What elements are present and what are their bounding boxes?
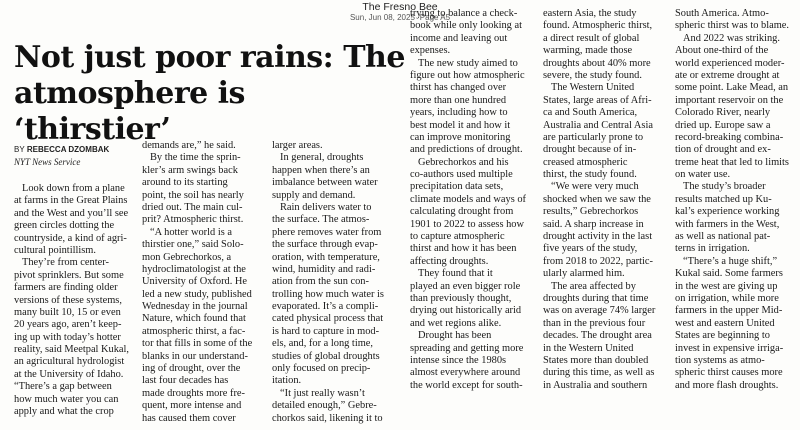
article-column-6: [675, 8, 797, 392]
headline-line: atmosphere is ‘thirstier’: [14, 76, 245, 147]
text-line: shocked when we saw the: [543, 193, 651, 205]
text-line: The area affected by: [551, 280, 636, 292]
text-line: from 2018 to 2022, partic-: [543, 255, 653, 267]
text-line: tion systems as atmo-: [675, 354, 765, 366]
text-line: kal’s experience working: [675, 206, 780, 218]
text-line: at farms in the Great Plains: [14, 195, 128, 207]
text-line: some point. Lake Mead, an: [675, 82, 789, 94]
text-line: warming, made those: [543, 45, 633, 57]
text-line: dried up. Europe saw a: [675, 119, 771, 131]
text-line: imbalance between water: [272, 177, 378, 189]
text-line: important reservoir on the: [675, 94, 784, 106]
text-line: States more than doubled: [543, 354, 649, 366]
text-line: Wednesday in the journal: [142, 301, 248, 313]
text-line: quent, more intense and: [142, 400, 242, 412]
text-line: played an even bigger role: [410, 280, 521, 292]
text-line: South America. Atmo-: [675, 8, 769, 19]
text-line: About one-third of the: [675, 45, 769, 57]
text-line: droughts about 40% more: [543, 57, 651, 69]
text-line: apply and what the crop: [14, 406, 114, 418]
text-line: on irrigation, while more: [675, 292, 779, 304]
text-line: farmers are finding older: [14, 282, 118, 294]
text-line: than in the previous four: [543, 317, 646, 329]
text-line: demands are,” he said.: [142, 140, 236, 151]
text-line: the world except for south-: [410, 379, 523, 391]
text-line: pivot sprinklers. But some: [14, 269, 124, 281]
text-line: thirst and how it has been: [410, 243, 517, 255]
text-line: intense since the 1980s: [410, 354, 507, 366]
text-line: with farmers in the West,: [675, 218, 780, 230]
text-line: reality, said Meetpal Kukal,: [14, 344, 130, 356]
text-line: led a new study, published: [142, 288, 252, 300]
text-line: and the West and you’ll see: [14, 207, 129, 219]
text-line: as well as national pat-: [675, 231, 771, 243]
text-line: results matched up Ku-: [675, 193, 772, 205]
text-line: supply and demand.: [272, 189, 356, 201]
text-line: the surface through evap-: [272, 239, 378, 251]
text-line: thirst, the study found.: [543, 169, 637, 181]
text-line: ation from the sun con-: [272, 276, 369, 288]
text-line: in the Western United: [543, 342, 634, 354]
text-line: mon Gebrechorkos, a: [142, 251, 232, 263]
text-line: and predictions of drought.: [410, 144, 523, 156]
text-line: “It just really wasn’t: [280, 387, 365, 399]
text-line: a direct result of global: [543, 32, 640, 44]
text-line: has caused them cover: [142, 412, 236, 424]
text-line: blanks in our understand-: [142, 350, 248, 362]
text-line: Gebrechorkos and his: [418, 156, 509, 168]
text-line: ularly alarmed him.: [543, 268, 625, 280]
text-line: are particularly prone to: [543, 131, 644, 143]
text-line: severe, the study found.: [543, 69, 642, 81]
text-line: thirstier one,” said Solo-: [142, 239, 244, 251]
text-line: almost everywhere around: [410, 367, 521, 379]
text-line: ing of drought, over the: [142, 363, 241, 375]
text-line: spreading and getting more: [410, 342, 524, 354]
text-line: to capture atmospheric: [410, 231, 505, 243]
text-line: how much water you can: [14, 393, 119, 405]
text-line: spheric thirst was to blame.: [675, 20, 789, 32]
text-line: world experienced moder-: [675, 57, 785, 69]
text-line: cultural pointillism.: [14, 244, 96, 256]
text-line: versions of these systems,: [14, 294, 122, 306]
text-line: 20 years ago, aren’t keep-: [14, 319, 122, 331]
article-column-2: [142, 140, 268, 425]
text-line: west and eastern United: [675, 317, 775, 329]
text-line: more than one hundred: [410, 94, 507, 106]
text-line: ca and South America,: [543, 107, 638, 119]
text-line: terns in irrigation.: [675, 243, 750, 255]
text-line: The study’s broader: [683, 181, 766, 193]
text-line: drought because of in-: [543, 144, 637, 156]
news-service: NYT News Service: [14, 157, 81, 167]
article-column-5: [543, 8, 669, 392]
text-line: five years of the study,: [543, 243, 638, 255]
text-line: “There’s a gap between: [14, 381, 112, 393]
text-line: The Western United: [551, 82, 635, 94]
text-line: And 2022 was striking.: [683, 32, 780, 44]
text-line: was on average 74% larger: [543, 305, 656, 317]
text-line: years, including how to: [410, 107, 508, 119]
text-line: Look down from a plane: [22, 183, 125, 194]
text-line: in Australia and southern: [543, 379, 648, 391]
text-line: farmers in the upper Mid-: [675, 305, 783, 317]
text-line: creased atmospheric: [543, 156, 628, 168]
text-line: an agricultural hydrologist: [14, 356, 125, 368]
text-line: many built 10, 15 or even: [14, 306, 121, 318]
text-line: Rain delivers water to: [280, 201, 372, 213]
article-column-1: [14, 183, 136, 418]
text-line: and wet regions alike.: [410, 317, 502, 329]
text-line: best model it and how it: [410, 119, 511, 131]
text-line: larger areas.: [272, 140, 323, 151]
text-line: chorkos said, likening it to: [272, 412, 383, 424]
text-line: treme heat that led to limits: [675, 156, 789, 168]
text-line: States are beginning to: [675, 330, 770, 342]
text-line: Australia and Central Asia: [543, 119, 653, 131]
text-line: itation.: [272, 375, 302, 387]
text-line: green circles dotting the: [14, 220, 115, 232]
article-column-3: [272, 140, 398, 425]
text-line: Kukal said. Some farmers: [675, 268, 783, 280]
text-line: tor that fills in some of the: [142, 338, 253, 350]
text-line: than previously thought,: [410, 292, 512, 304]
text-line: precipitation data sets,: [410, 181, 504, 193]
text-line: oration, with temperature,: [272, 251, 380, 263]
text-line: in the west are giving up: [675, 280, 778, 292]
text-line: co-authors used multiple: [410, 169, 513, 181]
text-line: phere removes water from: [272, 226, 382, 238]
text-line: “A hotter world is a: [150, 226, 232, 238]
text-line: drying out historically arid: [410, 305, 522, 317]
text-line: can improve monitoring: [410, 131, 511, 143]
text-line: spheric thirst causes more: [675, 367, 783, 379]
text-line: States, large areas of Afri-: [543, 94, 652, 106]
text-line: els, and, for a long time,: [272, 338, 373, 350]
text-line: “There’s a huge shift,”: [683, 255, 778, 267]
text-line: trolling how much water is: [272, 288, 384, 300]
text-line: decades. The drought area: [543, 330, 652, 342]
text-line: studies of global droughts: [272, 350, 380, 362]
headline-line: Not just poor rains: The: [14, 40, 405, 75]
text-line: is hard to capture in mod-: [272, 325, 380, 337]
text-line: University of Oxford. He: [142, 276, 248, 288]
text-line: invest in expensive irriga-: [675, 342, 784, 354]
text-line: They found that it: [418, 268, 493, 280]
article-column-4: [410, 8, 536, 392]
byline-prefix: BY: [14, 145, 25, 154]
page-dateline: Sun, Jun 08, 2025 ·Page A5: [349, 13, 451, 22]
text-line: “We were very much: [551, 181, 639, 193]
text-line: affecting droughts.: [410, 255, 489, 267]
text-line: last four decades has: [142, 375, 229, 387]
text-line: eastern Asia, the study: [543, 8, 637, 19]
text-line: droughts during that time: [543, 292, 649, 304]
text-line: results,” Gebrechorkos: [543, 206, 639, 218]
text-line: at the University of Idaho.: [14, 368, 124, 380]
text-line: prit? Atmospheric thirst.: [142, 214, 244, 226]
text-line: 1901 to 2022 to assess how: [410, 218, 525, 230]
text-line: book while only looking at: [410, 20, 522, 32]
text-line: atmospheric thirst, a fac-: [142, 325, 246, 337]
text-line: trying to balance a check-: [410, 8, 518, 19]
text-line: found. Atmospheric thirst,: [543, 20, 653, 32]
text-line: They’re from center-: [22, 257, 109, 269]
text-line: climate models and ways of: [410, 193, 526, 205]
text-line: income and leaving out: [410, 32, 508, 44]
text-line: ing up with today’s hotter: [14, 331, 121, 343]
newspaper-name: The Fresno Bee: [362, 1, 438, 13]
text-line: dried out. The main cul-: [142, 201, 243, 213]
text-line: record-breaking combina-: [675, 131, 784, 143]
text-line: calculating drought from: [410, 206, 514, 218]
text-line: evaporated. It’s a compli-: [272, 301, 379, 313]
text-line: In general, droughts: [280, 152, 364, 164]
text-line: figure out how atmospheric: [410, 69, 525, 81]
text-line: on water use.: [675, 169, 731, 181]
text-line: thirst has changed over: [410, 82, 507, 94]
text-line: only focused on precip-: [272, 363, 371, 375]
text-line: Nature, which found that: [142, 313, 246, 325]
text-line: cated physical process that: [272, 313, 384, 325]
text-line: By the time the sprin-: [150, 152, 241, 164]
text-line: happen when there’s an: [272, 164, 370, 176]
text-line: made droughts more fre-: [142, 387, 246, 399]
headline: [14, 40, 409, 148]
text-line: expenses.: [410, 45, 451, 57]
text-line: Drought has been: [418, 330, 492, 342]
text-line: around to its starting: [142, 177, 228, 189]
text-line: Colorado River, nearly: [675, 107, 771, 119]
text-line: countryside, a kind of agri-: [14, 232, 127, 244]
text-line: point, the soil has nearly: [142, 189, 244, 201]
text-line: and more flash droughts.: [675, 379, 779, 391]
text-line: kler’s arm swings back: [142, 164, 238, 176]
text-line: during this time, as well as: [543, 367, 655, 379]
text-line: the surface. The atmos-: [272, 214, 370, 226]
byline-author: REBECCA DZOMBAK: [26, 145, 110, 154]
text-line: The new study aimed to: [418, 57, 518, 69]
text-line: detailed enough,” Gebre-: [272, 400, 377, 412]
text-line: tion of drought and ex-: [675, 144, 771, 156]
text-line: wind, humidity and radi-: [272, 263, 376, 275]
text-line: said. A sharp increase in: [543, 218, 644, 230]
text-line: hydroclimatologist at the: [142, 263, 246, 275]
text-line: drought activity in the last: [543, 231, 653, 243]
text-line: ate or extreme drought at: [675, 69, 780, 81]
